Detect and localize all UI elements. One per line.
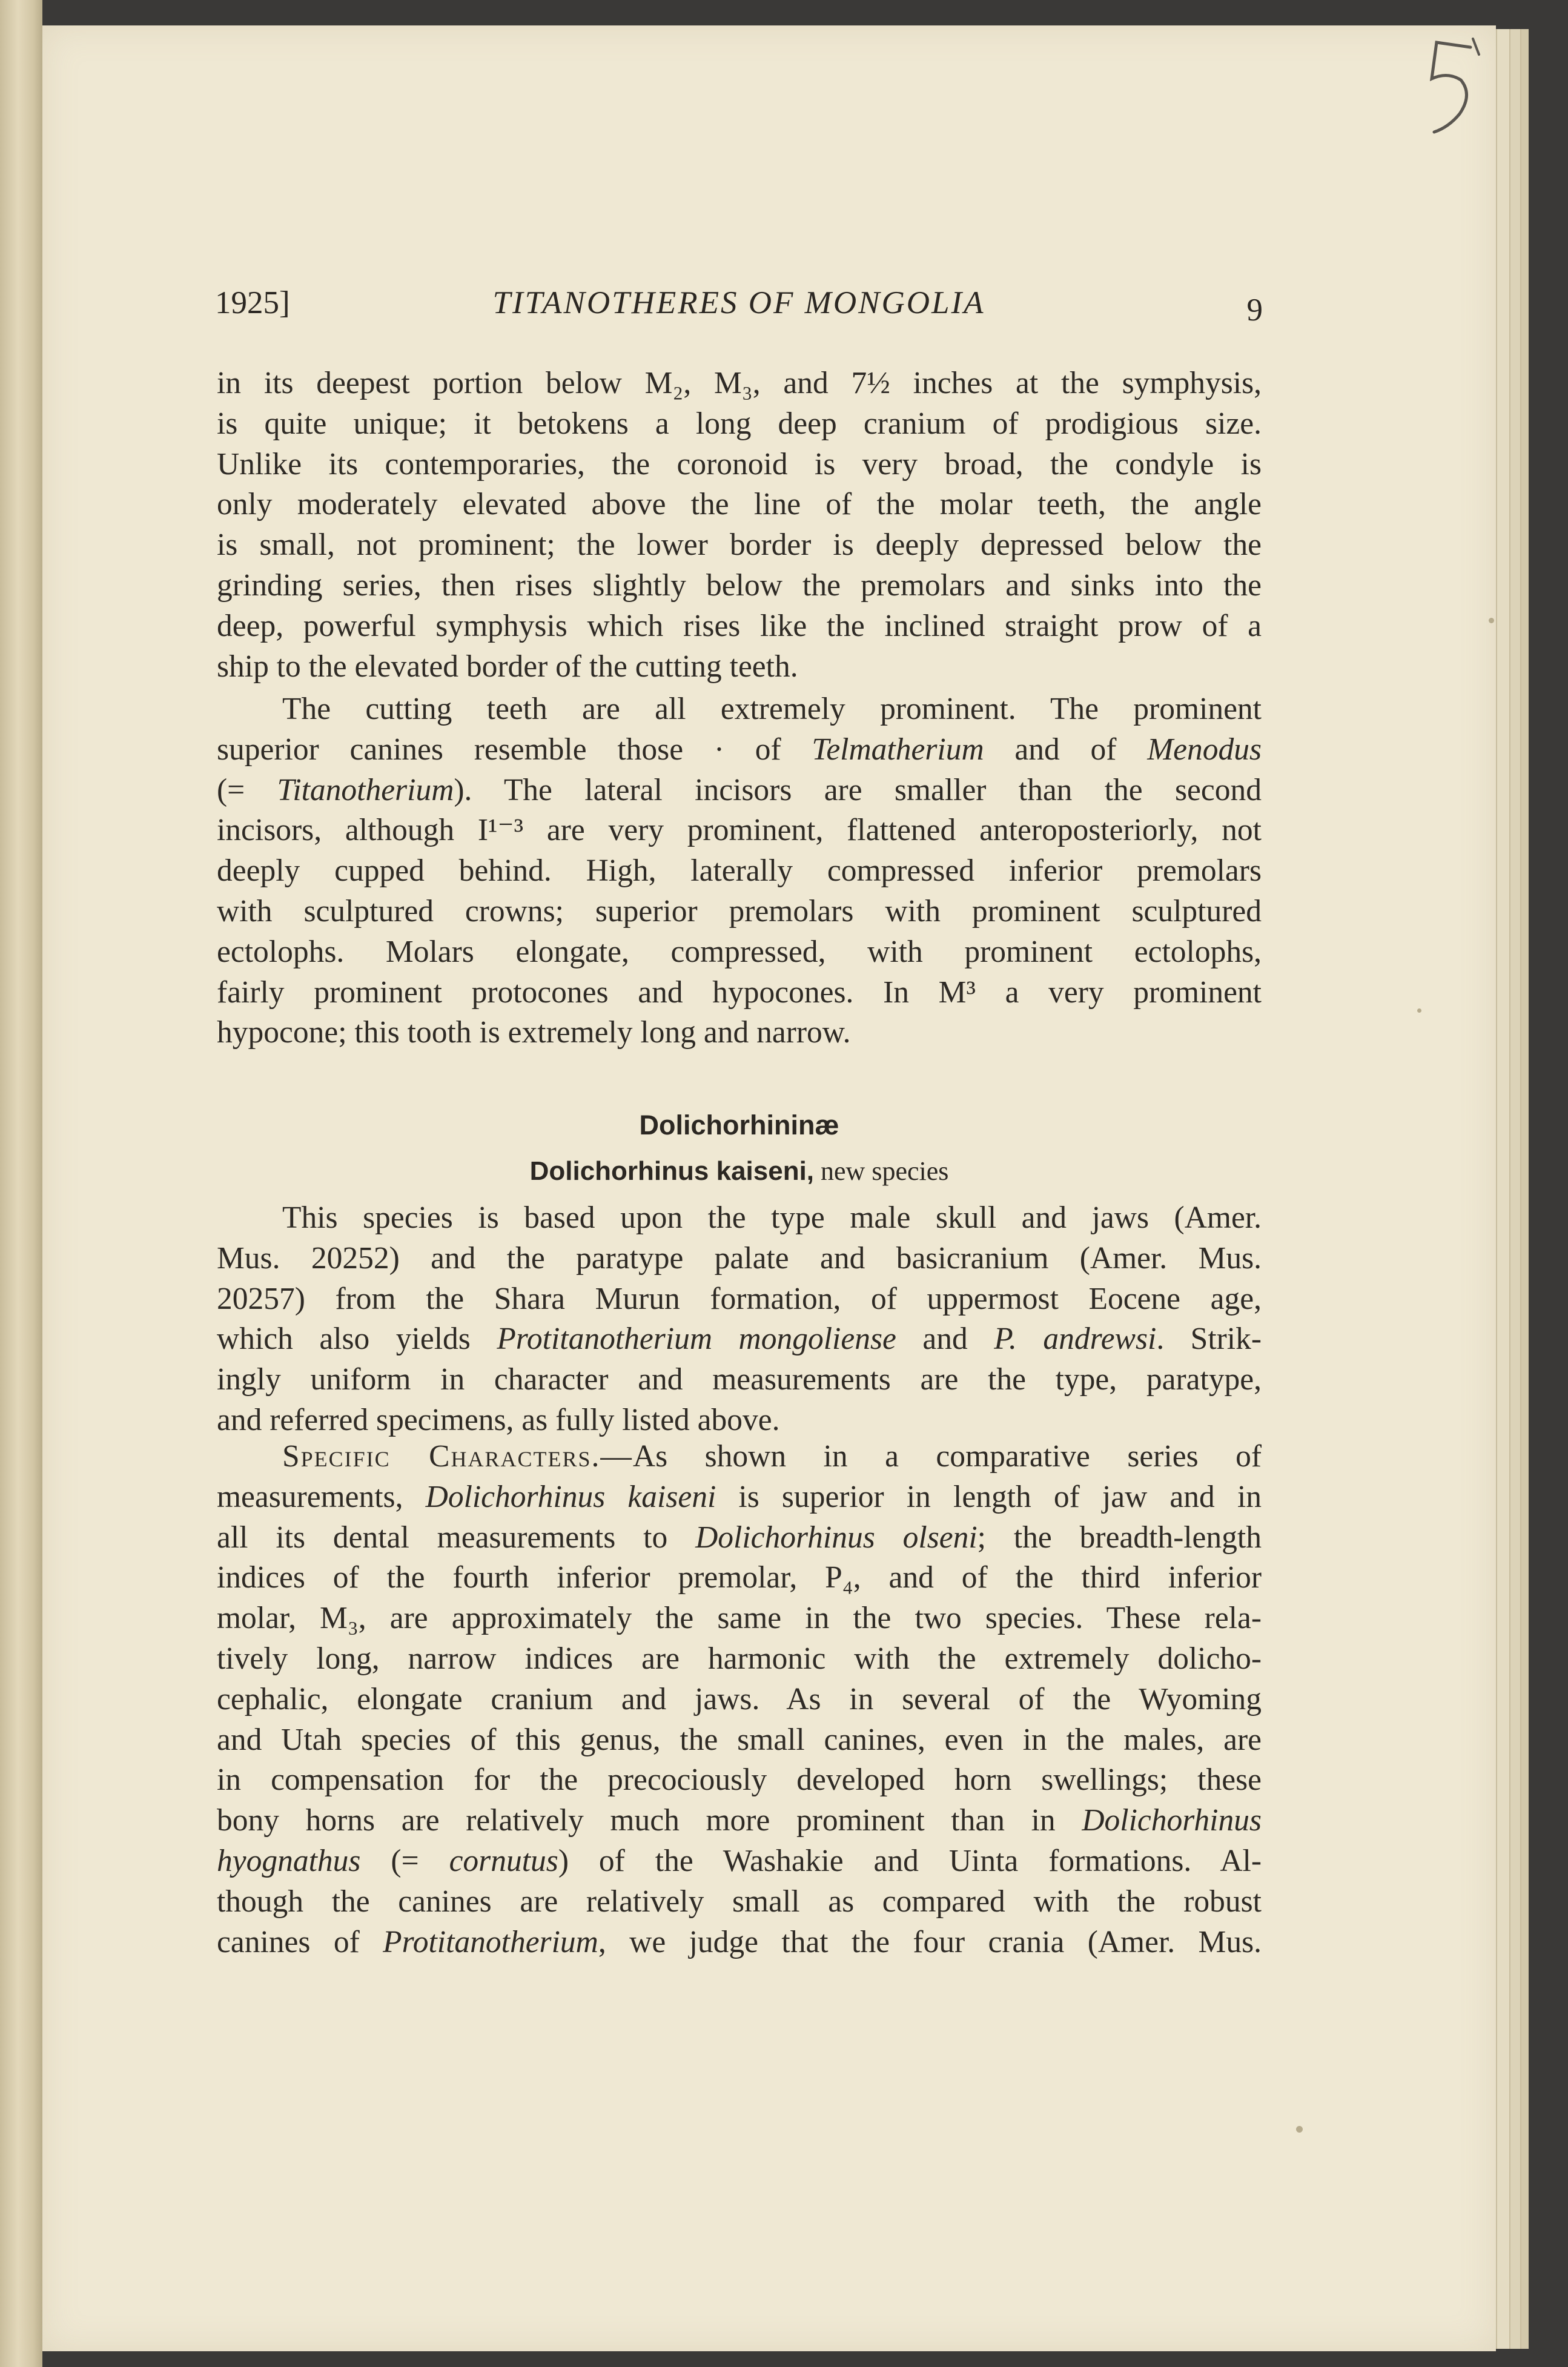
paragraph-jaw-description [217, 363, 1262, 687]
text-line: The cutting teeth are all extremely prominent. The prominent [282, 692, 1262, 726]
text-line: This species is based upon the type male skull and jaws (Amer. [282, 1200, 1262, 1235]
text-line: bony horns are relatively much more prominent than in Dolichorhinus [217, 1803, 1262, 1838]
text-line: ship to the elevated border of the cutting teeth. [217, 649, 798, 684]
text-line: superior canines resemble those · of Telmatherium and of Menodus [217, 732, 1262, 767]
subfamily-heading: Dolichorhininæ [639, 1110, 839, 1140]
text-line: in compensation for the precociously developed horn swellings; these [217, 1763, 1262, 1798]
handwritten-folio-number [1423, 36, 1490, 157]
text-line: fairly prominent protocones and hypocones. In M³ a very prominent [217, 975, 1262, 1010]
text-line: 20257) from the Shara Murun formation, of uppermost Eocene age, [217, 1281, 1262, 1316]
page-edge [1520, 29, 1529, 2349]
section-lead: Specific Characters.— [282, 1439, 633, 1474]
text-line [217, 1437, 1262, 1477]
text-line: and Utah species of this genus, the small canines, even in the males, are [217, 1722, 1262, 1757]
text-line: indices of the fourth inferior premolar, P₄, and of the third inferior [217, 1560, 1262, 1595]
text-line: which also yields Protitanotherium mongoliense and P. andrewsi. Strik- [217, 1322, 1262, 1357]
text-line: all its dental measurements to Dolichorhinus olseni; the breadth-length [217, 1520, 1262, 1555]
paper-speck [1296, 2126, 1303, 2133]
species-heading [217, 1156, 1262, 1187]
paragraph-specific-characters [217, 1437, 1262, 1962]
text-line: Unlike its contemporaries, the coronoid is very broad, the condyle is [217, 446, 1262, 482]
text-line: canines of Protitanotherium, we judge that the four crania (Amer. Mus. [217, 1924, 1262, 1959]
text-line: incisors, although I¹⁻³ are very prominent, flattened anteroposteriorly, not [217, 813, 1262, 848]
text-line: deep, powerful symphysis which rises like the inclined straight prow of a [217, 608, 1262, 643]
text-line-rest: As shown in a comparative series of [632, 1439, 1262, 1474]
running-head-title: TITANOTHERES OF MONGOLIA [492, 285, 985, 320]
species-suffix: new species [821, 1156, 949, 1186]
page-edge [1496, 29, 1510, 2349]
paper-speck [1417, 1008, 1421, 1013]
text-line: ectolophs. Molars elongate, compressed, with prominent ectolophs, [217, 934, 1262, 969]
paper-speck [1489, 618, 1494, 623]
page-edge [1509, 29, 1521, 2349]
text-line: Mus. 20252) and the paratype palate and basicranium (Amer. Mus. [217, 1240, 1262, 1276]
paragraph-type-specimen [217, 1198, 1262, 1441]
text-line: molar, M₃, are approximately the same in the two species. These rela- [217, 1601, 1262, 1636]
text-line: deeply cupped behind. High, laterally compressed inferior premolars [217, 853, 1262, 889]
page-number: 9 [1246, 293, 1263, 328]
species-name: Dolichorhinus kaiseni, [529, 1156, 815, 1186]
text-line: only moderately elevated above the line of the molar teeth, the angle [217, 487, 1262, 522]
text-line: (= Titanotherium). The lateral incisors are smaller than the second [217, 772, 1262, 807]
text-line: cephalic, elongate cranium and jaws. As in several of the Wyoming [217, 1681, 1262, 1716]
text-line: with sculptured crowns; superior premolars with prominent sculptured [217, 893, 1262, 929]
text-line: in its deepest portion below M₂, M₃, and 7½ inches at the symphysis, [217, 366, 1262, 400]
running-head-year: 1925] [215, 285, 290, 320]
text-line: tively long, narrow indices are harmonic with the extremely dolicho- [217, 1641, 1262, 1676]
text-line: hypocone; this tooth is extremely long and narrow. [217, 1015, 851, 1050]
text-line: hyognathus (= cornutus) of the Washakie and Uinta formations. Al- [217, 1843, 1262, 1878]
paragraph-cutting-teeth [217, 689, 1262, 1053]
running-head [215, 285, 1263, 333]
text-line: is quite unique; it betokens a long deep cranium of prodigious size. [217, 406, 1262, 441]
text-line: measurements, Dolichorhinus kaiseni is superior in length of jaw and in [217, 1479, 1262, 1514]
text-line: grinding series, then rises slightly below the premolars and sinks into the [217, 568, 1262, 603]
text-line: ingly uniform in character and measurements are the type, paratype, [217, 1362, 1262, 1397]
text-line: is small, not prominent; the lower border is deeply depressed below the [217, 528, 1262, 563]
text-line: and referred specimens, as fully listed above. [217, 1402, 780, 1437]
book-spine [0, 0, 42, 2367]
text-line: though the canines are relatively small as compared with the robust [217, 1884, 1262, 1919]
